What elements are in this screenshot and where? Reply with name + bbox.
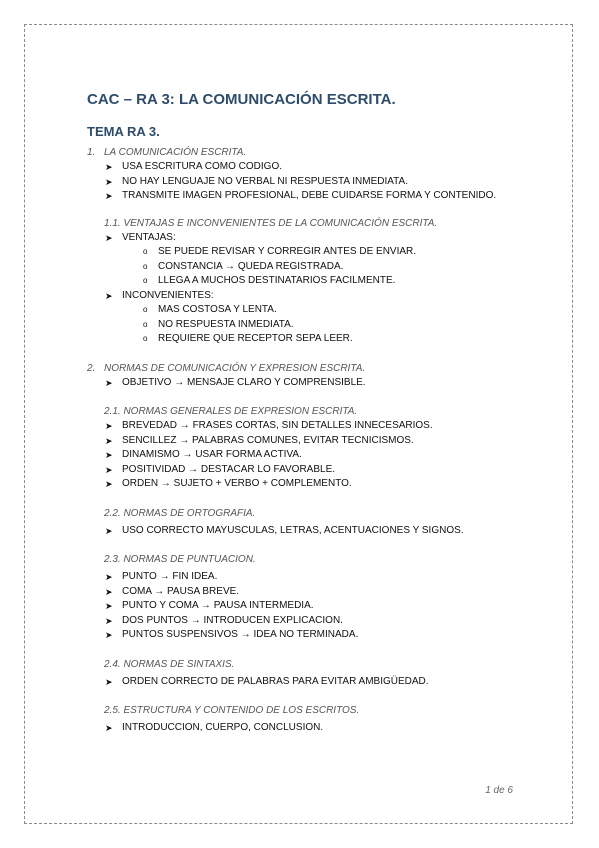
bullet-list [87, 160, 527, 204]
subsection-heading: 2.2. NORMAS DE ORTOGRAFIA. [104, 507, 256, 519]
circle-bullet-icon: o [143, 261, 148, 271]
list-item: o REQUIERE QUE RECEPTOR SEPA LEER. [87, 332, 527, 347]
list-item: ➤ ORDEN CORRECTO DE PALABRAS PARA EVITAR AMBIGÜEDAD. [87, 675, 527, 690]
bullet-list [87, 524, 527, 539]
circle-list [87, 303, 527, 347]
bullet-list [87, 570, 527, 643]
arrow-bullet-icon: ➤ [105, 630, 113, 640]
list-item: ➤ USA ESCRITURA COMO CODIGO. [87, 160, 527, 175]
list-item: ➤ INCONVENIENTES: [87, 289, 527, 304]
subsection-heading: 2.3. NORMAS DE PUNTUACION. [104, 554, 256, 565]
arrow-bullet-icon: ➤ [105, 162, 113, 172]
section-heading-2 [87, 362, 527, 376]
list-item: o LLEGA A MUCHOS DESTINATARIOS FACILMENTE. [87, 274, 527, 289]
bullet-list [87, 289, 527, 304]
bullet-list [87, 721, 527, 736]
arrow-bullet-icon: ➤ [105, 525, 113, 536]
arrow-bullet-icon: ➤ [105, 464, 113, 475]
circle-bullet-icon: o [143, 276, 148, 285]
bullet-list [87, 675, 527, 690]
list-item: ➤ PUNTO Y COMA → PAUSA INTERMEDIA. [87, 599, 527, 614]
bullet-list [87, 231, 527, 246]
list-item: ➤ POSITIVIDAD → DESTACAR LO FAVORABLE. [87, 463, 527, 478]
list-item: ➤ VENTAJAS: [87, 231, 527, 246]
document-subtitle: TEMA RA 3. [87, 124, 160, 139]
arrow-bullet-icon: ➤ [105, 191, 113, 201]
list-item: ➤ NO HAY LENGUAJE NO VERBAL NI RESPUESTA INMEDIATA. [87, 175, 527, 190]
subsection-heading: 2.4. NORMAS DE SINTAXIS. [104, 658, 235, 670]
list-item: ➤ INTRODUCCION, CUERPO, CONCLUSION. [87, 721, 527, 736]
page-number: 1 de 6 [485, 785, 513, 796]
section-number: 1. [87, 147, 96, 158]
list-item: o SE PUEDE REVISAR Y CORREGIR ANTES DE ENVIAR. [87, 245, 527, 260]
arrow-bullet-icon: ➤ [105, 479, 113, 489]
list-item: ➤ DINAMISMO → USAR FORMA ACTIVA. [87, 448, 527, 463]
section-title: LA COMUNICACIÓN ESCRITA. [104, 147, 247, 158]
list-item: ➤ USO CORRECTO MAYUSCULAS, LETRAS, ACENTUACIONES Y SIGNOS. [87, 524, 527, 539]
circle-bullet-icon: o [143, 305, 148, 314]
circle-bullet-icon: o [143, 247, 148, 256]
arrow-bullet-icon: ➤ [105, 290, 113, 301]
arrow-bullet-icon: ➤ [105, 377, 113, 388]
bullet-list [87, 376, 527, 391]
list-item: ➤ COMA → PAUSA BREVE. [87, 585, 527, 600]
subsection-heading: 2.5. ESTRUCTURA Y CONTENIDO DE LOS ESCRITOS. [104, 705, 360, 716]
arrow-bullet-icon: ➤ [105, 615, 113, 626]
list-item: o NO RESPUESTA INMEDIATA. [87, 318, 527, 333]
circle-bullet-icon: o [143, 319, 148, 329]
arrow-bullet-icon: ➤ [105, 676, 113, 687]
document-content [87, 90, 527, 736]
circle-list [87, 245, 527, 289]
section-heading-1 [87, 146, 527, 160]
list-item: o MAS COSTOSA Y LENTA. [87, 303, 527, 318]
section-title: NORMAS DE COMUNICACIÓN Y EXPRESION ESCRITA. [104, 362, 366, 374]
list-item: ➤ TRANSMITE IMAGEN PROFESIONAL, DEBE CUIDARSE FORMA Y CONTENIDO. [87, 189, 527, 204]
list-item: ➤ PUNTOS SUSPENSIVOS → IDEA NO TERMINADA. [87, 628, 527, 643]
arrow-bullet-icon: ➤ [105, 723, 113, 733]
subsection-heading: 2.1. NORMAS GENERALES DE EXPRESION ESCRITA. [104, 406, 358, 417]
list-item: ➤ OBJETIVO → MENSAJE CLARO Y COMPRENSIBLE. [87, 376, 527, 391]
list-item: ➤ BREVEDAD → FRASES CORTAS, SIN DETALLES INNECESARIOS. [87, 419, 527, 434]
list-item: ➤ SENCILLEZ → PALABRAS COMUNES, EVITAR TECNICISMOS. [87, 434, 527, 449]
arrow-bullet-icon: ➤ [105, 421, 113, 431]
bullet-list [87, 419, 527, 492]
arrow-bullet-icon: ➤ [105, 232, 113, 243]
arrow-bullet-icon: ➤ [105, 176, 113, 187]
arrow-bullet-icon: ➤ [105, 601, 113, 611]
arrow-bullet-icon: ➤ [105, 450, 113, 460]
arrow-bullet-icon: ➤ [105, 435, 113, 446]
arrow-bullet-icon: ➤ [105, 586, 113, 597]
list-item: o CONSTANCIA → QUEDA REGISTRADA. [87, 260, 527, 275]
list-item: ➤ ORDEN → SUJETO + VERBO + COMPLEMENTO. [87, 477, 527, 492]
list-item: ➤ PUNTO → FIN IDEA. [87, 570, 527, 585]
subsection-heading: 1.1. VENTAJAS E INCONVENIENTES DE LA COMUNICACIÓN ESCRITA. [104, 217, 438, 229]
circle-bullet-icon: o [143, 334, 148, 343]
section-number: 2. [87, 362, 96, 374]
arrow-bullet-icon: ➤ [105, 572, 113, 582]
document-title: CAC – RA 3: LA COMUNICACIÓN ESCRITA. [87, 91, 396, 108]
list-item: ➤ DOS PUNTOS → INTRODUCEN EXPLICACION. [87, 614, 527, 629]
